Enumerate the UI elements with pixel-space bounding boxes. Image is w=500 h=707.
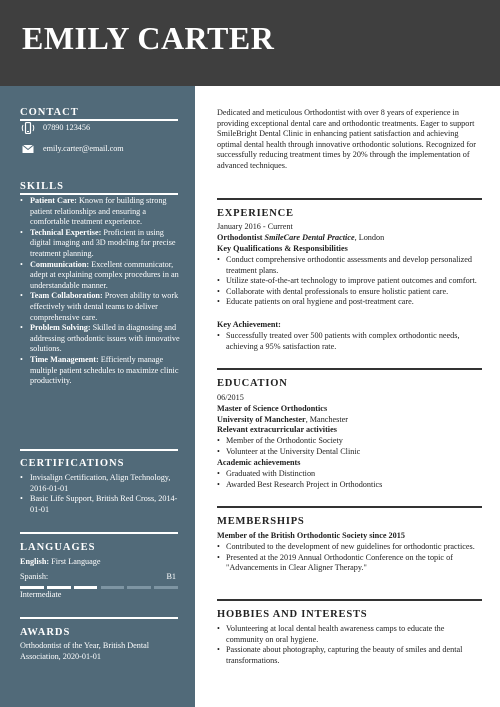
phone-value: 07890 123456 [43, 123, 91, 132]
skill-item: • Time Management: Efficiently manage multiple patient schedules to maximize clinic productivity. [20, 355, 180, 387]
education-divider [217, 368, 482, 370]
experience-divider [217, 198, 482, 200]
membership-item: • Presented at the 2019 Annual Orthodontic Conference on the topic of "Advancements in Clear Aligner Therapy." [217, 553, 482, 574]
responsibility-item: • Collaborate with dental professionals to ensure holistic patient care. [217, 287, 482, 298]
education-school: University of Manchester, Manchester [217, 415, 348, 424]
hobby-item: • Volunteering at local dental health awareness camps to educate the community on oral hygiene. [217, 624, 482, 645]
awards-heading: AWARDS [20, 627, 71, 638]
envelope-icon [22, 144, 34, 154]
certification-item: • Invisalign Certification, Align Technology, 2016-01-01 [20, 473, 180, 494]
awards-divider-top [20, 617, 178, 619]
language-level-segment [154, 586, 178, 589]
responsibility-item: • Conduct comprehensive orthodontic assessments and develop personalized treatment plans. [217, 255, 482, 276]
education-heading: EDUCATION [217, 378, 288, 389]
phone-icon [20, 122, 36, 134]
languages-heading: LANGUAGES [20, 542, 96, 553]
candidate-name: EMILY CARTER [22, 20, 275, 56]
responsibilities-list [217, 255, 482, 308]
skill-item: • Team Collaboration: Proven ability to work effectively with dental teams to deliver comprehensive care. [20, 291, 180, 323]
activity-item: • Volunteer at the University Dental Clinic [217, 447, 482, 458]
language-level-segment [74, 586, 98, 589]
academic-list [217, 469, 482, 490]
language-level-segment [47, 586, 71, 589]
language-english: English: First Language [20, 557, 101, 566]
contact-heading: CONTACT [20, 107, 79, 118]
skill-item: • Patient Care: Known for building strong patient relationships and ensuring a comfortable treatment experience. [20, 196, 180, 228]
responsibility-item: • Utilize state-of-the-art technology to improve patient outcomes and comfort. [217, 276, 482, 287]
academic-item: • Awarded Best Research Project in Orthodontics [217, 480, 482, 491]
responsibilities-heading: Key Qualifications & Responsibilities [217, 244, 348, 253]
activities-heading: Relevant extracurricular activities [217, 425, 337, 434]
achievement-list [217, 331, 482, 352]
education-date: 06/2015 [217, 393, 244, 402]
certifications-divider-top [20, 449, 178, 451]
skills-divider [20, 193, 178, 195]
hobby-item: • Passionate about photography, capturing the beauty of smiles and dental transformations. [217, 645, 482, 666]
membership-item: • Contributed to the development of new guidelines for orthodontic practices. [217, 542, 482, 553]
education-degree: Master of Science Orthodontics [217, 404, 328, 413]
language-level-segment [101, 586, 125, 589]
skills-list [20, 196, 180, 387]
achievement-item: • Successfully treated over 500 patients with complex orthodontic needs, achieving a 95% satisfaction rate. [217, 331, 482, 352]
email-link[interactable]: emily.carter@email.com [43, 144, 124, 153]
certification-item: • Basic Life Support, British Red Cross, 2014-01-01 [20, 494, 180, 515]
professional-summary: Dedicated and meticulous Orthodontist with over 8 years of experience in providing exceptional dental care and orthodontic treatments. Eager to support SmileBright Dental Clinic in enhancing patient satisfaction and achieving optimal dental health through innovative orthodontic solutions. Recognized for successfully reducing treatment times by 20% through the implementation of advanced techniques. [217, 108, 476, 170]
language-level-text: Intermediate [20, 590, 62, 599]
experience-dates: January 2016 - Current [217, 222, 293, 231]
language-level-segment [127, 586, 151, 589]
hobbies-divider [217, 599, 482, 601]
certifications-heading: CERTIFICATIONS [20, 458, 125, 469]
achievement-heading: Key Achievement: [217, 320, 281, 329]
hobbies-heading: HOBBIES AND INTERESTS [217, 609, 368, 620]
language-spanish: Spanish: B1 [20, 572, 176, 581]
memberships-list [217, 542, 482, 574]
experience-role: Orthodontist SmileCare Dental Practice, London [217, 233, 385, 242]
memberships-heading: MEMBERSHIPS [217, 516, 305, 527]
language-level-code: B1 [166, 572, 176, 581]
memberships-divider [217, 506, 482, 508]
languages-divider-top [20, 532, 178, 534]
experience-heading: EXPERIENCE [217, 208, 294, 219]
contact-divider [20, 119, 178, 121]
award-item: Orthodontist of the Year, British Dental Association, 2020-01-01 [20, 641, 150, 661]
membership-title: Member of the British Orthodontic Society since 2015 [217, 531, 405, 540]
header [0, 0, 500, 86]
hobbies-list [217, 624, 482, 666]
academic-heading: Academic achievements [217, 458, 301, 467]
activities-list [217, 436, 482, 457]
certifications-list [20, 473, 180, 515]
activity-item: • Member of the Orthodontic Society [217, 436, 482, 447]
language-level-segment [20, 586, 44, 589]
skill-item: • Communication: Excellent communicator, adept at explaining complex procedures in an understandable manner. [20, 260, 180, 292]
responsibility-item: • Educate patients on oral hygiene and post-treatment care. [217, 297, 482, 308]
skills-heading: SKILLS [20, 181, 64, 192]
academic-item: • Graduated with Distinction [217, 469, 482, 480]
skill-item: • Technical Expertise: Proficient in using digital imaging and 3D modeling for precise treatment planning. [20, 228, 180, 260]
skill-item: • Problem Solving: Skilled in diagnosing and addressing orthodontic issues with innovative solutions. [20, 323, 180, 355]
